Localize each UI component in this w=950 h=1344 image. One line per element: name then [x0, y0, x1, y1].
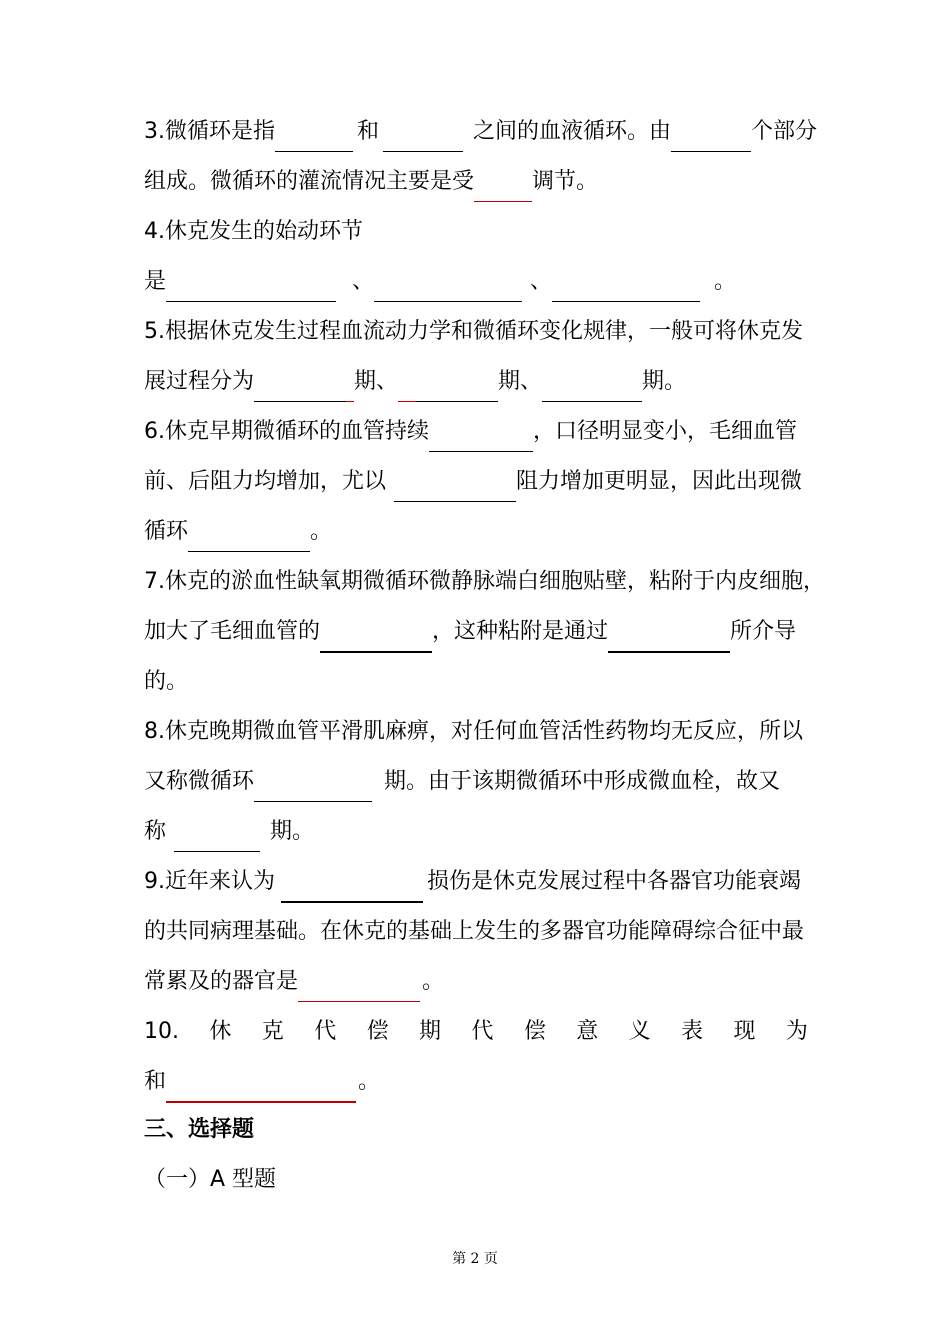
q6-line-3 [144, 512, 332, 552]
q4-line-2 [144, 262, 736, 302]
q7-line-1 [144, 562, 825, 602]
q4-text-4: 、 [530, 269, 553, 294]
q8-text-3: 期。由于该期微循环中形成微血栓，故又 [384, 769, 781, 794]
q10-char: 10. [144, 1019, 179, 1044]
q3-blank-2[interactable] [383, 112, 463, 152]
q6-line-1 [144, 412, 797, 452]
q5-line-2 [144, 362, 686, 402]
q8-line-3 [144, 812, 314, 852]
q10-char: 现 [733, 1019, 756, 1044]
q10-char: 为 [785, 1019, 808, 1044]
q4-blank-3[interactable] [552, 262, 700, 302]
q4-text-2: 是 [144, 269, 167, 294]
page-number: 第 2 页 [452, 1251, 498, 1267]
q4-blank-1[interactable] [166, 262, 336, 302]
q8-text-5: 期。 [270, 819, 315, 844]
q3-text-6: 调节。 [532, 169, 599, 194]
q10-char: 代 [471, 1019, 494, 1044]
q7-line-2 [144, 612, 796, 652]
q5-blank-1[interactable] [254, 362, 354, 402]
q3-blank-1[interactable] [275, 112, 353, 152]
q6-text-2: ，口径明显变小，毛细血管 [533, 419, 798, 444]
q7-text-3: ，这种粘附是通过 [432, 619, 609, 644]
q7-line-3 [144, 662, 188, 702]
q6-text-6: 。 [310, 519, 333, 544]
q5-blank-2[interactable] [398, 362, 498, 402]
q10-char: 偿 [366, 1019, 389, 1044]
q3-text-3: 之间的血液循环。由 [473, 119, 672, 144]
q8-text-4: 称 [144, 819, 167, 844]
q9-line-3 [144, 962, 444, 1002]
q3-text-2: 和 [357, 119, 380, 144]
q5-blank-3[interactable] [542, 362, 642, 402]
q10-char: 表 [681, 1019, 704, 1044]
q10-char: 代 [314, 1019, 337, 1044]
q5-text-1: 5.根据休克发生过程血流动力学和微循环变化规律，一般可将休克发 [144, 319, 803, 344]
q3-line-2 [144, 162, 598, 202]
q9-blank-1[interactable] [281, 862, 423, 903]
q8-text-2: 又称微循环 [144, 769, 255, 794]
q9-text-2: 损伤是休克发展过程中各器官功能衰竭 [427, 869, 802, 894]
q6-blank-1[interactable] [429, 412, 533, 452]
q9-text-1: 9.近年来认为 [144, 869, 275, 894]
q5-line-1 [144, 312, 803, 352]
q10-text-1: 和 [144, 1069, 167, 1094]
q6-text-1: 6.休克早期微循环的血管持续 [144, 419, 429, 444]
q9-blank-2[interactable] [298, 962, 420, 1002]
q5-text-2: 展过程分为 [144, 369, 255, 394]
q10-line-2 [144, 1062, 380, 1102]
q4-blank-2[interactable] [374, 262, 522, 302]
q6-text-3: 前、后阻力均增加，尤以 [144, 469, 387, 494]
q4-line-1 [144, 212, 363, 252]
q5-text-3: 期、 [354, 369, 399, 394]
q10-char: 休 [209, 1019, 232, 1044]
q10-blank-1[interactable] [166, 1062, 356, 1103]
section-subheading: （一）A 型题 [144, 1167, 277, 1192]
q7-blank-2[interactable] [608, 612, 730, 653]
q7-text-5: 的。 [144, 669, 189, 694]
q9-text-4: 常累及的器官是 [144, 969, 299, 994]
q8-blank-2[interactable] [174, 812, 260, 852]
q10-char: 偿 [523, 1019, 546, 1044]
q9-line-1 [144, 862, 801, 902]
q10-char: 期 [419, 1019, 442, 1044]
q9-line-2 [144, 912, 804, 952]
q9-text-5: 。 [422, 969, 445, 994]
q6-blank-3[interactable] [188, 512, 310, 552]
q7-text-2: 加大了毛细血管的 [144, 619, 321, 644]
q10-line-1 [144, 1012, 808, 1052]
q5-text-5: 期。 [642, 369, 687, 394]
q4-text-5: 。 [714, 269, 737, 294]
q6-line-2 [144, 462, 802, 502]
q4-text-3: 、 [352, 269, 375, 294]
q8-line-2 [144, 762, 780, 802]
q6-blank-2[interactable] [394, 462, 516, 502]
q10-char: 义 [628, 1019, 651, 1044]
q7-blank-1[interactable] [320, 612, 432, 653]
q7-text-4: 所介导 [730, 619, 797, 644]
q8-line-1 [144, 712, 803, 752]
q10-char: 意 [576, 1019, 599, 1044]
q7-text-1: 7.休克的淤血性缺氧期微循环微静脉端白细胞贴壁，粘附于内皮细胞， [144, 569, 825, 594]
q6-text-5: 循环 [144, 519, 189, 544]
q3-blank-4[interactable] [474, 162, 532, 202]
q8-text-1: 8.休克晚期微血管平滑肌麻痹，对任何血管活性药物均无反应，所以 [144, 719, 803, 744]
q5-text-4: 期、 [498, 369, 543, 394]
q10-text-2: 。 [358, 1069, 381, 1094]
q10-char: 克 [261, 1019, 284, 1044]
q3-blank-3[interactable] [671, 112, 751, 152]
q3-text-1: 3.微循环是指 [144, 119, 275, 144]
q4-text-1: 4.休克发生的始动环节 [144, 219, 363, 244]
q3-line-1 [144, 112, 817, 152]
q3-text-4: 个部分 [751, 119, 818, 144]
q8-blank-1[interactable] [254, 762, 372, 802]
q6-text-4: 阻力增加更明显，因此出现微 [516, 469, 803, 494]
q3-text-5: 组成。微循环的灌流情况主要是受 [144, 169, 475, 194]
section-heading: 三、选择题 [144, 1117, 255, 1142]
q9-text-3: 的共同病理基础。在休克的基础上发生的多器官功能障碍综合征中最 [144, 919, 805, 944]
